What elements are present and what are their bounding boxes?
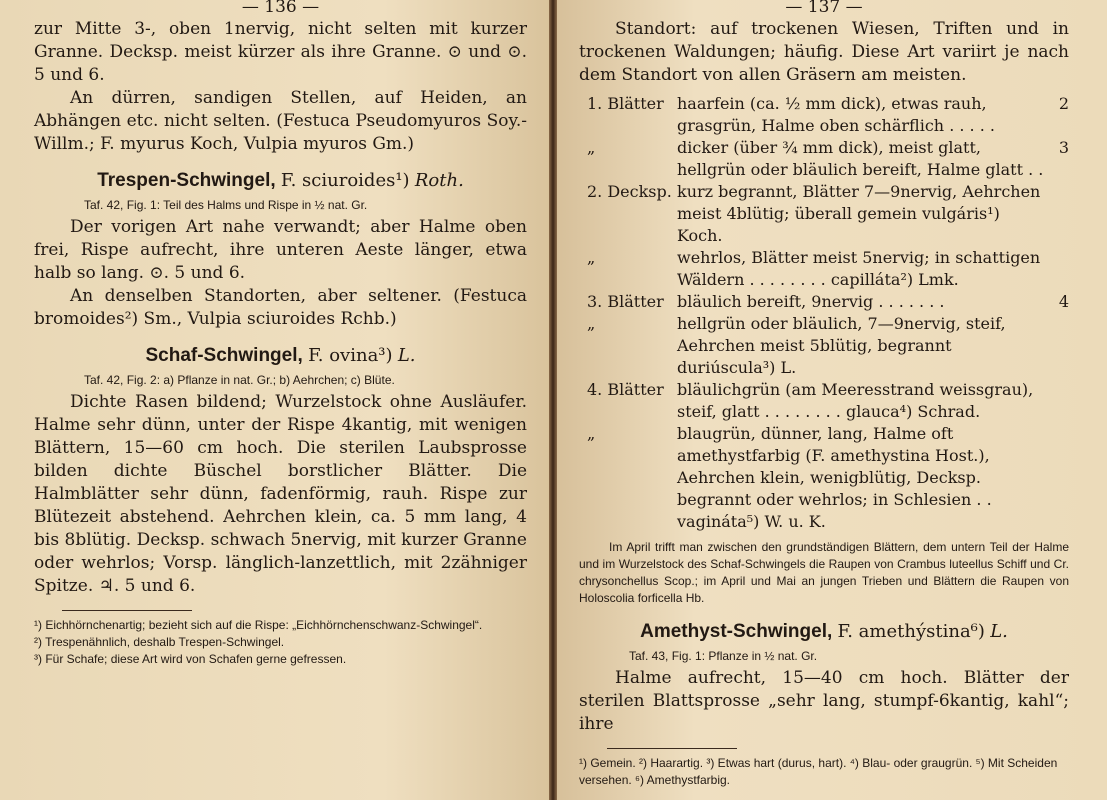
- insect-note: Im April trifft man zwischen den grundständigen Blättern, dem untern Teil der Halme und im Wurzelstock des Schaf-Schwingels die Raupen von Crambus luteellus Schiff und Cr. chrysonchellus Scop.; im April und Mai an jungen Trieben und Blättern die Raupen von Holoscolia forficella Hb.: [579, 540, 1069, 605]
- key-row: [579, 137, 1069, 181]
- key-label: „: [587, 248, 596, 267]
- page-number-left: — 136 —: [241, 0, 320, 17]
- habitat-paragraph: An dürren, sandigen Stellen, auf Heiden, an Abhängen etc. nicht selten. (Festuca Pseudomyuros Soy.-Willm.; F. myurus Koch, Vulpia myuros Gm.): [34, 88, 527, 154]
- plate-reference: Taf. 42, Fig. 2: a) Pflanze in nat. Gr.; b) Aehrchen; c) Blüte.: [84, 373, 395, 387]
- key-number: [1045, 313, 1069, 379]
- key-row: [579, 247, 1069, 291]
- key-number: 2: [1058, 94, 1069, 113]
- species-common-name: Amethyst-Schwingel,: [640, 621, 833, 642]
- key-label: „: [587, 424, 596, 443]
- species-common-name: Trespen-Schwingel,: [97, 170, 276, 191]
- key-text: haarfein (ca. ½ mm dick), etwas rauh, grasgrün, Halme oben schärflich . . . . .: [677, 94, 995, 135]
- species-latin-name: F. ovina³): [308, 345, 393, 366]
- key-label: 4. Blätter: [587, 380, 664, 399]
- key-row: [579, 313, 1069, 379]
- habitat-paragraph: Standort: auf trockenen Wiesen, Triften und in trockenen Waldungen; häufig. Diese Art variirt je nach dem Standort von allen Gräsern am meisten.: [579, 19, 1069, 85]
- book-gutter: [549, 0, 557, 800]
- species-author: L.: [397, 345, 416, 366]
- key-label: „: [587, 314, 596, 333]
- key-text: kurz begrannt, Blätter 7—9nervig, Aehrchen meist 4blütig; überall gemein vulgáris¹) Koch.: [677, 182, 1041, 245]
- key-row: [579, 291, 1069, 313]
- species-latin-name: F. amethýstina⁶): [837, 621, 985, 642]
- description-paragraph: Dichte Rasen bildend; Wurzelstock ohne Ausläufer. Halme sehr dünn, unter der Rispe 4kantig, mit wenigen Blättern, 15—60 cm hoch. Die sterilen Laubsprosse bilden dichte Büschel borstlicher Blätter. Die Halmblätter sehr dünn, fadenförmig, rauh. Rispe zur Blütezeit abstehend. Aehrchen klein, ca. 5 mm lang, 4 bis 8blütig. Decksp. schwach 5nervig, mit kurzer Granne oder wehrlos; Vorsp. länglich-lanzettlich, mit 2zähniger Spitze. ♃. 5 und 6.: [34, 392, 527, 596]
- key-text: bläulich bereift, 9nervig . . . . . . .: [677, 292, 945, 311]
- species-author: Roth.: [414, 170, 464, 191]
- plate-reference: Taf. 42, Fig. 1: Teil des Halms und Rispe in ½ nat. Gr.: [84, 198, 368, 212]
- species-heading-trespen: [34, 169, 527, 193]
- description-paragraph: Der vorigen Art nahe verwandt; aber Halme oben frei, Rispe aufrecht, ihre unteren Aeste länger, etwa halb so lang. ⊙. 5 und 6.: [34, 217, 527, 283]
- key-label: 1. Blätter: [587, 94, 664, 113]
- species-heading-amethyst: [579, 620, 1069, 644]
- right-page: [557, 0, 1107, 800]
- description-paragraph: Halme aufrecht, 15—40 cm hoch. Blätter der sterilen Blattsprosse „sehr lang, stumpf-6kantig, kahl“; ihre: [579, 668, 1069, 734]
- key-number: 3: [1058, 138, 1069, 157]
- footnote-rule: [607, 748, 737, 749]
- footnote-rule: [62, 610, 192, 611]
- left-page: [0, 0, 549, 800]
- key-number: [1045, 247, 1069, 291]
- key-number: [1045, 181, 1069, 247]
- plate-reference: Taf. 43, Fig. 1: Pflanze in ½ nat. Gr.: [629, 649, 818, 663]
- key-row: [579, 379, 1069, 423]
- species-common-name: Schaf-Schwingel,: [145, 345, 303, 366]
- key-number: [1045, 423, 1069, 533]
- species-heading-schaf: [34, 344, 527, 368]
- footnote: ³) Für Schafe; diese Art wird von Schafen gerne gefressen.: [34, 652, 347, 666]
- key-row: [579, 423, 1069, 533]
- key-text: dicker (über ¾ mm dick), meist glatt, hellgrün oder bläulich bereift, Halme glatt . .: [677, 138, 1044, 179]
- key-label: 3. Blätter: [587, 292, 664, 311]
- species-latin-name: F. sciuroides¹): [280, 170, 410, 191]
- key-label: „: [587, 138, 596, 157]
- footnote: ²) Trespenähnlich, deshalb Trespen-Schwingel.: [34, 635, 285, 649]
- key-row: [579, 181, 1069, 247]
- page-number-right: — 137 —: [785, 0, 863, 17]
- habitat-paragraph: An denselben Standorten, aber seltener. (Festuca bromoides²) Sm., Vulpia sciuroides Rchb.): [34, 286, 527, 329]
- footnote: ¹) Eichhörnchenartig; bezieht sich auf die Rispe: „Eichhörnchenschwanz-Schwingel“.: [34, 618, 483, 632]
- key-number: [1045, 379, 1069, 423]
- key-row: [579, 93, 1069, 137]
- key-text: bläulichgrün (am Meeresstrand weissgrau), steif, glatt . . . . . . . . glauca⁴) Schrad.: [677, 380, 1034, 421]
- key-label: 2. Decksp.: [587, 182, 672, 201]
- identification-key: [579, 93, 1069, 533]
- key-number: 4: [1058, 292, 1069, 311]
- key-text: blaugrün, dünner, lang, Halme oft amethystfarbig (F. amethystina Host.), Aehrchen klein, wenigblütig, Decksp. begrannt oder wehrlos; in Schlesien . . vagináta⁵) W. u. K.: [677, 424, 992, 531]
- continuation-text: zur Mitte 3-, oben 1nervig, nicht selten mit kurzer Granne. Decksp. meist kürzer als ihre Granne. ⊙ und ⊙. 5 und 6.: [34, 19, 527, 85]
- key-text: wehrlos, Blätter meist 5nervig; in schattigen Wäldern . . . . . . . . capilláta²) Lmk.: [677, 248, 1041, 289]
- key-text: hellgrün oder bläulich, 7—9nervig, steif, Aehrchen meist 5blütig, begrannt duriúscula³) L.: [677, 314, 1006, 377]
- species-author: L.: [990, 621, 1008, 642]
- footnote: ¹) Gemein. ²) Haarartig. ³) Etwas hart (durus, hart). ⁴) Blau- oder graugrün. ⁵) Mit Scheiden versehen. ⁶) Amethystfarbig.: [579, 756, 1058, 787]
